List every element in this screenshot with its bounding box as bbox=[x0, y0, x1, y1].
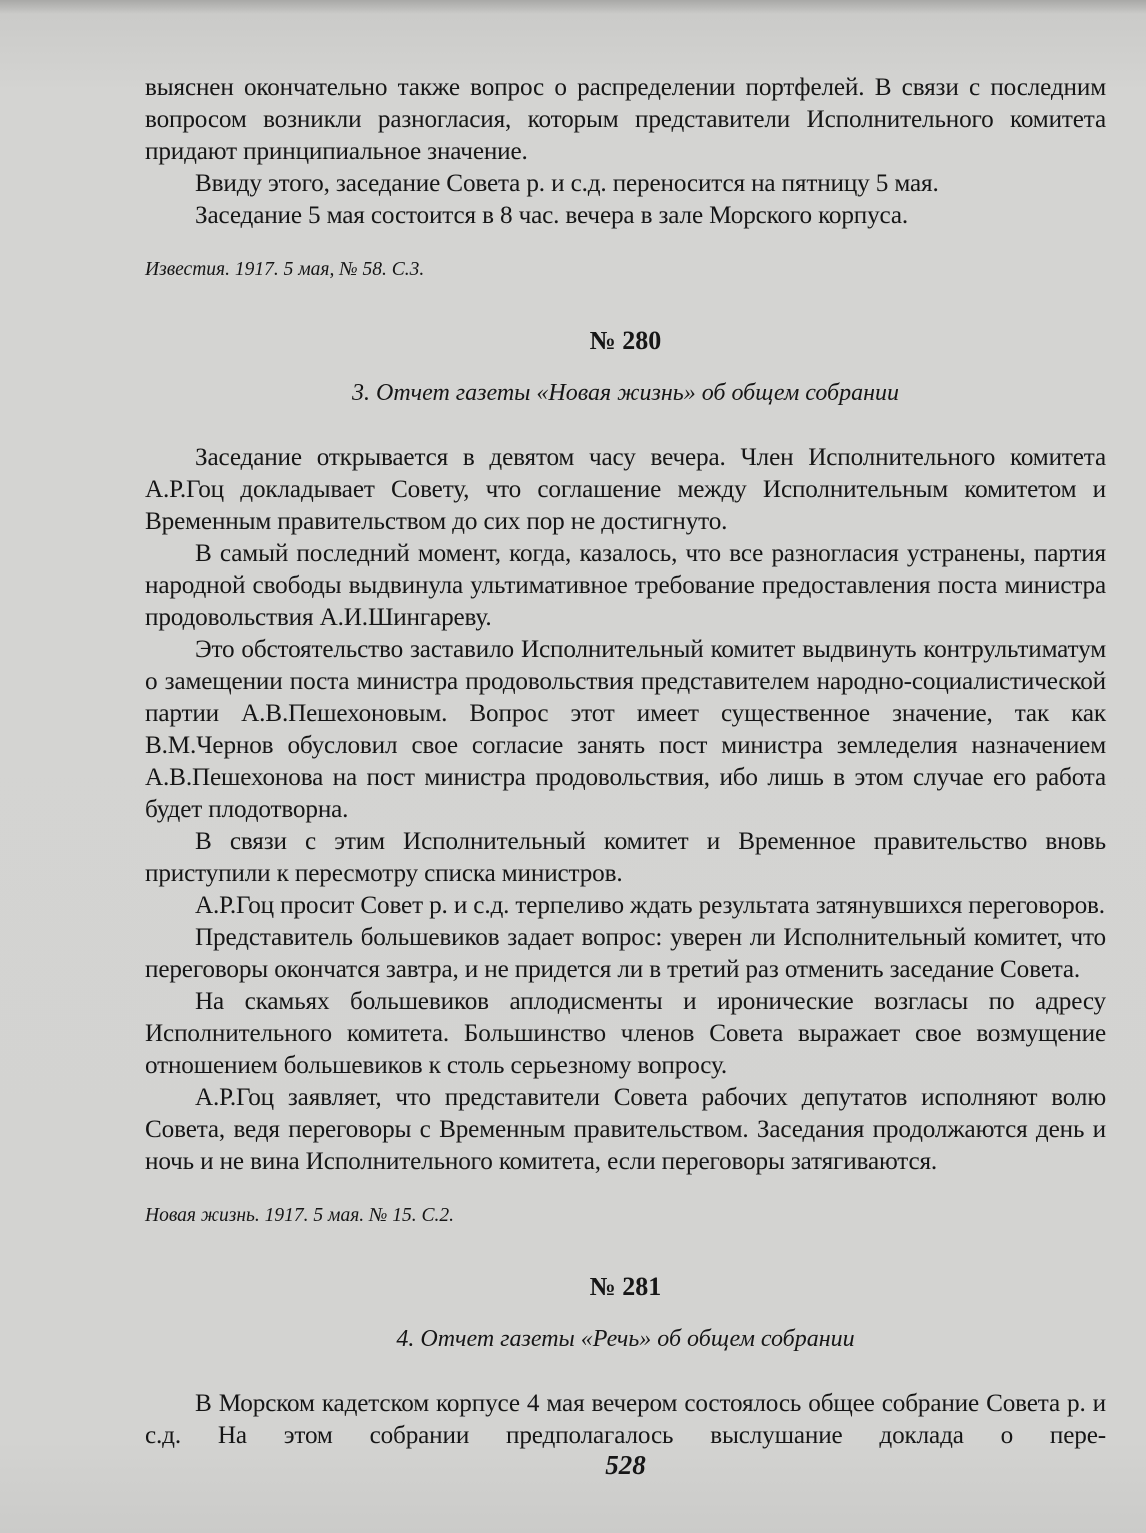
paragraph: Заседание 5 мая состоится в 8 час. вечера в зале Морского корпуса. bbox=[195, 202, 909, 229]
paragraph: А.Р.Гоц просит Совет р. и с.д. терпеливо ждать результата затянувшихся переговоров. bbox=[195, 892, 1105, 919]
document-body bbox=[145, 442, 1106, 1178]
paragraph: В связи с этим Исполнительный комитет и Временное правительство вновь приступили к пересмотру списка министров. bbox=[145, 828, 1106, 887]
paragraph: выяснен окончательно также вопрос о распределении портфелей. В связи с последним вопросом возникли разногласия, которым представители Исполнительного комитета придают принципиальное значение. bbox=[145, 74, 1106, 165]
paragraph: Заседание открывается в девятом часу вечера. Член Исполнительного комитета А.Р.Гоц докладывает Совету, что соглашение между Исполнительным комитетом и Временным правительством до сих пор не достигнуто. bbox=[145, 444, 1106, 535]
document-title: 3. Отчет газеты «Новая жизнь» об общем собрании bbox=[352, 380, 899, 406]
document-number: № 280 bbox=[589, 326, 662, 355]
paragraph: Представитель большевиков задает вопрос: уверен ли Исполнительный комитет, что переговоры окончатся завтра, и не придется ли в третий раз отменить заседание Совета. bbox=[145, 924, 1106, 983]
document-body bbox=[145, 1388, 1106, 1452]
paragraph: Это обстоятельство заставило Исполнительный комитет выдвинуть контрультиматум о замещении поста министра продовольствия представителем народно-социалистической партии А.В.Пешехоновым. Вопрос этот имеет существенное значение, так как В.М.Чернов обусловил свое согласие занять пост министра земледелия назначением А.В.Пешехонова на пост министра продовольствия, ибо лишь в этом случае его работа будет плодотворна. bbox=[145, 636, 1106, 823]
paragraph: В самый последний момент, когда, казалось, что все разногласия устранены, партия народной свободы выдвинула ультимативное требование предоставления поста министра продовольствия А.И.Шингареву. bbox=[145, 540, 1106, 631]
document-number: № 281 bbox=[589, 1272, 662, 1301]
paragraph: На скамьях большевиков аплодисменты и иронические возгласы по адресу Исполнительного комитета. Большинство членов Совета выражает свое возмущение отношением большевиков к столь серьезному вопросу. bbox=[145, 988, 1106, 1079]
paragraph: А.Р.Гоц заявляет, что представители Совета рабочих депутатов исполняют волю Совета, ведя переговоры с Временным правительством. Заседания продолжаются день и ночь и не вина Исполнительного комитета, если переговоры затягиваются. bbox=[145, 1084, 1106, 1175]
paragraph: Ввиду этого, заседание Совета р. и с.д. переносится на пятницу 5 мая. bbox=[195, 170, 939, 197]
source-citation: Известия. 1917. 5 мая, № 58. С.3. bbox=[145, 259, 425, 280]
source-citation: Новая жизнь. 1917. 5 мая. № 15. С.2. bbox=[145, 1205, 455, 1226]
paragraph: В Морском кадетском корпусе 4 мая вечером состоялось общее собрание Совета р. и с.д. На этом собрании предполагалось выслушание доклада о пере- bbox=[145, 1390, 1106, 1449]
document-title: 4. Отчет газеты «Речь» об общем собрании bbox=[396, 1326, 855, 1352]
page-number: 528 bbox=[605, 1450, 646, 1480]
